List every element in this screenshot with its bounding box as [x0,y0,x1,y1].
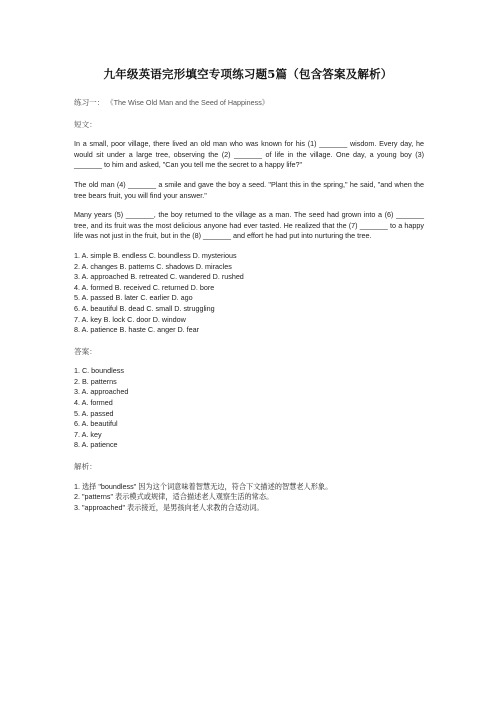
answers-list [74,366,424,451]
option-item: 4. A. formed B. received C. returned D. bore [74,282,215,292]
option-item: 5. A. passed B. later C. earlier D. ago [74,293,193,303]
document-body [74,98,424,513]
passage-label: 短文： [74,119,97,129]
exercise-heading [74,98,424,109]
answer-item: 7. A. key [74,429,102,439]
answer-item: 3. A. approached [74,387,129,397]
answer-item: 8. A. patience [74,440,118,450]
explanation-item: 3. "approached" 表示接近，是男孩向老人求教的合适动词。 [74,502,264,512]
option-item: 3. A. approached B. retreated C. wandered D. rushed [74,272,244,282]
document-title: 九年级英语完形填空专项练习题5篇（包含答案及解析） [103,67,393,81]
passage-paragraph-2: The old man (4) _______ a smile and gave the boy a seed. "Plant this in the spring," he said, "and when the tree bears fruit, you will find your answer." [74,179,424,200]
option-item: 8. A. patience B. haste C. anger D. fear [74,325,200,335]
explanation-item: 1. 选择 "boundless" 因为这个词意味着智慧无边，符合下文描述的智慧老人形象。 [74,481,333,491]
options-list [74,251,424,336]
answer-item: 6. A. beautiful [74,419,118,429]
passage-paragraph-1: In a small, poor village, there lived an old man who was known for his (1) _______ wisdom. Every day, he would sit under a large tree, observing the (2) _______ of life in the village. One day, a young boy (3) _______ to him and asked, "Can you tell me the secret to a happy life?" [74,139,424,170]
story-title: 《The Wise Old Man and the Seed of Happiness》 [106,98,269,107]
option-item: 6. A. beautiful B. dead C. small D. struggling [74,303,215,313]
passage-paragraph-3: Many years (5) _______, the boy returned to the village as a man. The seed had grown into a (6) _______ tree, and its fruit was the most delicious anyone had ever tasted. He realized that the (7) _______ to a happy life was not just in the fruit, but in the (8) _______ and effort he had put into nurturing the tree. [74,210,424,241]
answer-item: 2. B. patterns [74,376,117,386]
option-item: 2. A. changes B. patterns C. shadows D. miracles [74,261,232,271]
explanation-item: 2. "patterns" 表示模式或规律，适合描述老人观察生活的常态。 [74,492,274,502]
explanation-label: 解析： [74,462,97,472]
exercise-label: 练习一： [74,98,105,107]
option-item: 1. A. simple B. endless C. boundless D. mysterious [74,250,237,260]
answer-item: 4. A. formed [74,398,113,408]
answer-item: 5. A. passed [74,408,114,418]
answer-item: 1. C. boundless [74,366,124,376]
explanations-list [74,482,424,514]
answer-label: 答案： [74,346,97,356]
option-item: 7. A. key B. lock C. door D. window [74,314,186,324]
